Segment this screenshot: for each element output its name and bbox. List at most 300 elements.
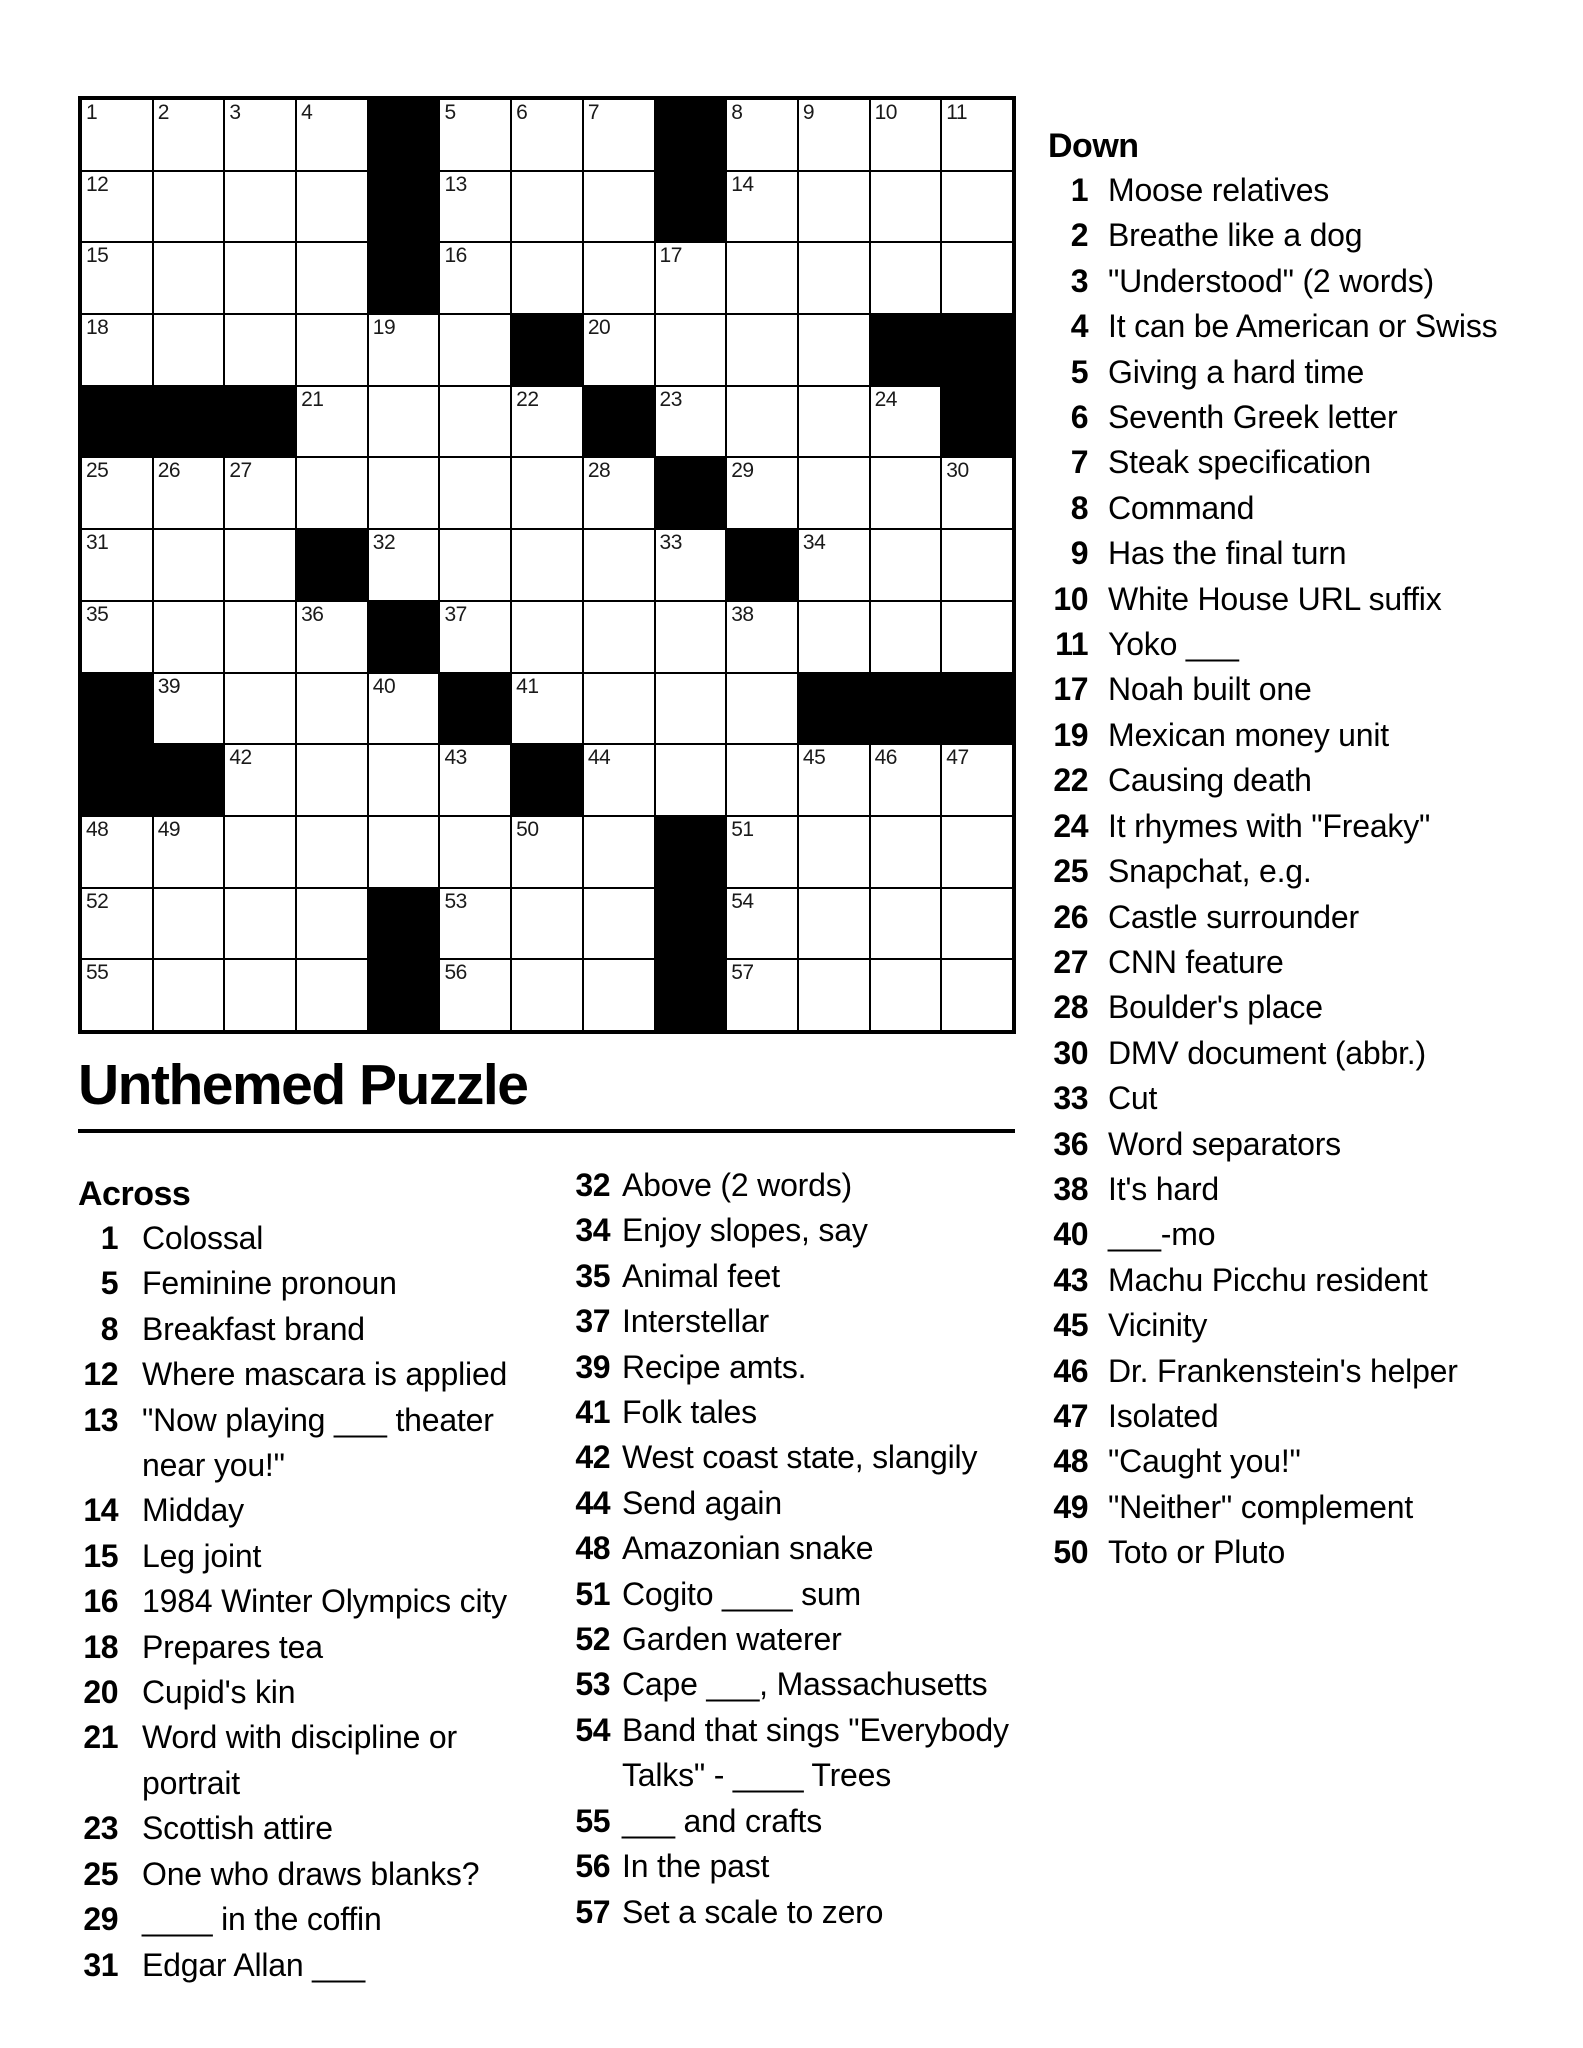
grid-cell[interactable] — [81, 601, 153, 673]
grid-cell[interactable] — [511, 386, 583, 458]
title-divider — [78, 1129, 1015, 1133]
grid-cell[interactable] — [296, 314, 368, 386]
grid-cell[interactable] — [941, 888, 1013, 960]
grid-cell[interactable] — [153, 171, 225, 243]
clue-number: 48 — [1053, 1443, 1088, 1480]
grid-cell[interactable] — [655, 314, 727, 386]
grid-cell[interactable] — [798, 386, 870, 458]
grid-cell[interactable] — [511, 529, 583, 601]
clue-text: ___-mo — [1108, 1216, 1216, 1253]
grid-cell[interactable] — [655, 242, 727, 314]
grid-cell[interactable] — [583, 744, 655, 816]
clue-text: DMV document (abbr.) — [1108, 1034, 1426, 1071]
clue-number: 28 — [1053, 989, 1088, 1026]
cell-number: 53 — [444, 889, 467, 913]
clue-number: 57 — [575, 1893, 610, 1930]
clue-text: Cut — [1108, 1080, 1158, 1117]
down-clues-column — [1048, 126, 1568, 1576]
cell-number: 31 — [86, 531, 109, 555]
clue-number: 49 — [1053, 1488, 1088, 1525]
across-clue-list-1 — [78, 1216, 548, 1988]
grid-cell[interactable] — [224, 457, 296, 529]
clue-text: Noah built one — [1108, 671, 1312, 708]
black-square — [368, 888, 440, 960]
grid-cell[interactable] — [153, 601, 225, 673]
black-square — [81, 673, 153, 745]
clue-text: Above (2 words) — [622, 1167, 852, 1203]
grid-cell[interactable] — [941, 601, 1013, 673]
cell-number: 40 — [372, 674, 396, 698]
grid-cell[interactable] — [870, 816, 942, 888]
clue-text: Snapchat, e.g. — [1108, 853, 1312, 890]
clue-number: 22 — [1053, 762, 1088, 799]
grid-cell[interactable] — [726, 314, 798, 386]
clue-text: Dr. Frankenstein's helper — [1108, 1352, 1458, 1389]
grid-cell[interactable] — [368, 816, 440, 888]
grid-cell[interactable] — [296, 242, 368, 314]
grid-cell[interactable] — [941, 816, 1013, 888]
grid-cell[interactable] — [655, 386, 727, 458]
grid-cell[interactable] — [153, 816, 225, 888]
clue-number: 48 — [575, 1530, 610, 1567]
down-clue — [1048, 1303, 1568, 1348]
cell-number: 44 — [587, 746, 611, 770]
grid-cell[interactable] — [583, 888, 655, 960]
grid-cell[interactable] — [583, 816, 655, 888]
black-square — [870, 673, 942, 745]
grid-cell[interactable] — [726, 171, 798, 243]
down-clue — [1048, 1258, 1568, 1303]
across-clue — [560, 1299, 1025, 1344]
grid-cell[interactable] — [439, 601, 511, 673]
across-clue — [560, 1481, 1025, 1526]
clue-number: 25 — [83, 1855, 118, 1892]
clue-text: Cupid's kin — [142, 1674, 296, 1711]
across-clue — [560, 1799, 1025, 1844]
down-clue — [1048, 895, 1568, 940]
cell-number: 52 — [86, 889, 109, 913]
clue-number: 47 — [1053, 1397, 1088, 1434]
grid-cell[interactable] — [439, 242, 511, 314]
grid-cell[interactable] — [511, 457, 583, 529]
grid-cell[interactable] — [941, 744, 1013, 816]
grid-cell[interactable] — [798, 99, 870, 171]
grid-cell[interactable] — [368, 314, 440, 386]
grid-cell[interactable] — [583, 171, 655, 243]
grid-cell[interactable] — [224, 99, 296, 171]
grid-cell[interactable] — [511, 171, 583, 243]
cell-number: 38 — [731, 602, 754, 626]
down-clue — [1048, 1212, 1568, 1257]
black-square — [511, 314, 583, 386]
cell-number: 29 — [731, 459, 754, 483]
grid-cell[interactable] — [439, 171, 511, 243]
grid-cell[interactable] — [655, 673, 727, 745]
across-clue — [560, 1435, 1025, 1480]
black-square — [439, 673, 511, 745]
grid-cell[interactable] — [655, 529, 727, 601]
cell-number: 16 — [444, 244, 467, 268]
clue-text: Moose relatives — [1108, 172, 1330, 208]
cell-number: 25 — [86, 459, 109, 483]
grid-cell[interactable] — [583, 601, 655, 673]
cell-number: 27 — [229, 459, 252, 483]
grid-cell[interactable] — [941, 99, 1013, 171]
cell-number: 24 — [874, 387, 897, 411]
across-clue — [78, 1625, 548, 1670]
down-clue-list — [1048, 168, 1568, 1576]
grid-cell[interactable] — [941, 529, 1013, 601]
grid-cell[interactable] — [870, 457, 942, 529]
grid-cell[interactable] — [296, 457, 368, 529]
down-clue — [1048, 849, 1568, 894]
cell-number: 51 — [731, 817, 754, 841]
across-clue — [560, 1345, 1025, 1390]
grid-cell[interactable] — [870, 529, 942, 601]
cell-number: 2 — [157, 101, 169, 124]
grid-cell[interactable] — [511, 242, 583, 314]
across-clue — [560, 1708, 1025, 1799]
grid-cell[interactable] — [296, 601, 368, 673]
cell-number: 7 — [587, 101, 600, 124]
grid-cell[interactable] — [439, 386, 511, 458]
black-square — [368, 99, 440, 171]
grid-cell[interactable] — [439, 314, 511, 386]
clue-text: Edgar Allan ___ — [142, 1946, 365, 1983]
clue-number: 54 — [575, 1711, 610, 1748]
cell-number: 8 — [731, 101, 743, 124]
across-clue-list-2 — [560, 1163, 1025, 1935]
grid-cell[interactable] — [798, 457, 870, 529]
grid-cell[interactable] — [726, 386, 798, 458]
grid-cell[interactable] — [798, 816, 870, 888]
clue-text: 1984 Winter Olympics city — [142, 1583, 507, 1620]
clue-number: 46 — [1053, 1352, 1088, 1389]
grid-cell[interactable] — [511, 601, 583, 673]
grid-cell[interactable] — [726, 242, 798, 314]
grid-cell[interactable] — [798, 959, 870, 1031]
grid-cell[interactable] — [511, 816, 583, 888]
grid-cell[interactable] — [655, 744, 727, 816]
clue-text: Steak specification — [1108, 444, 1372, 481]
grid-cell[interactable] — [296, 744, 368, 816]
clue-text: Prepares tea — [142, 1628, 323, 1665]
cell-number: 47 — [946, 746, 969, 770]
cell-number: 46 — [874, 746, 897, 770]
clue-text: Vicinity — [1108, 1307, 1208, 1344]
grid-cell[interactable] — [583, 242, 655, 314]
grid-cell[interactable] — [153, 457, 225, 529]
grid-cell[interactable] — [81, 959, 153, 1031]
grid-cell[interactable] — [81, 529, 153, 601]
clue-number: 16 — [83, 1583, 118, 1620]
clue-text: Seventh Greek letter — [1108, 399, 1398, 436]
black-square — [941, 386, 1013, 458]
clue-number: 52 — [575, 1621, 610, 1658]
clue-number: 56 — [575, 1848, 610, 1885]
grid-cell[interactable] — [153, 529, 225, 601]
grid-cell[interactable] — [726, 888, 798, 960]
grid-cell[interactable] — [439, 529, 511, 601]
grid-cell[interactable] — [798, 744, 870, 816]
cell-number: 21 — [301, 387, 324, 411]
clue-number: 24 — [1053, 807, 1088, 844]
cell-number: 41 — [516, 674, 539, 698]
grid-cell[interactable] — [726, 601, 798, 673]
cell-number: 22 — [516, 387, 539, 411]
clue-number: 51 — [575, 1575, 610, 1612]
down-clue — [1048, 985, 1568, 1030]
grid-cell[interactable] — [583, 314, 655, 386]
grid-cell[interactable] — [296, 673, 368, 745]
grid-cell[interactable] — [798, 314, 870, 386]
grid-cell[interactable] — [81, 816, 153, 888]
clue-number: 12 — [83, 1356, 118, 1393]
clue-text: Set a scale to zero — [622, 1893, 884, 1930]
grid-cell[interactable] — [870, 888, 942, 960]
grid-cell[interactable] — [583, 673, 655, 745]
black-square — [870, 314, 942, 386]
grid-cell[interactable] — [583, 529, 655, 601]
grid-cell[interactable] — [870, 171, 942, 243]
clue-text: West coast state, slangily — [622, 1439, 978, 1476]
grid-cell[interactable] — [655, 601, 727, 673]
grid-cell[interactable] — [224, 959, 296, 1031]
down-clue — [1048, 622, 1568, 667]
clue-number: 23 — [83, 1810, 118, 1847]
grid-cell[interactable] — [870, 601, 942, 673]
grid-cell[interactable] — [941, 457, 1013, 529]
across-clue — [78, 1398, 548, 1489]
clue-text: It rhymes with "Freaky" — [1108, 807, 1431, 844]
grid-cell[interactable] — [224, 888, 296, 960]
down-clue — [1048, 1439, 1568, 1484]
clue-number: 38 — [1053, 1170, 1088, 1207]
clue-text: "Understood" (2 words) — [1108, 262, 1435, 299]
grid-cell[interactable] — [81, 171, 153, 243]
down-clue — [1048, 304, 1568, 349]
grid-cell[interactable] — [870, 386, 942, 458]
grid-cell[interactable] — [153, 673, 225, 745]
across-clue — [560, 1844, 1025, 1889]
grid-cell[interactable] — [583, 99, 655, 171]
grid-cell[interactable] — [870, 99, 942, 171]
grid-cell[interactable] — [224, 171, 296, 243]
puzzle-title: Unthemed Puzzle — [78, 1053, 528, 1117]
across-clue — [78, 1488, 548, 1533]
grid-cell[interactable] — [511, 99, 583, 171]
grid-cell[interactable] — [798, 242, 870, 314]
grid-cell[interactable] — [798, 601, 870, 673]
grid-cell[interactable] — [439, 816, 511, 888]
cell-number: 10 — [874, 101, 897, 124]
grid-cell[interactable] — [224, 673, 296, 745]
grid-cell[interactable] — [153, 99, 225, 171]
clue-text: "Caught you!" — [1108, 1443, 1301, 1480]
grid-cell[interactable] — [726, 959, 798, 1031]
cell-number: 17 — [659, 244, 682, 268]
grid-cell[interactable] — [870, 744, 942, 816]
clue-text: Boulder's place — [1108, 989, 1323, 1026]
clue-number: 30 — [1053, 1034, 1088, 1071]
cell-number: 37 — [444, 602, 467, 626]
across-clue — [78, 1307, 548, 1352]
clue-text: Send again — [622, 1484, 782, 1521]
grid-cell[interactable] — [81, 888, 153, 960]
grid-cell[interactable] — [870, 242, 942, 314]
grid-cell[interactable] — [296, 816, 368, 888]
clue-text: Garden waterer — [622, 1621, 842, 1658]
across-clue — [560, 1572, 1025, 1617]
clue-number: 5 — [1070, 353, 1088, 390]
grid-cell[interactable] — [511, 673, 583, 745]
grid-cell[interactable] — [81, 99, 153, 171]
clue-number: 6 — [1070, 399, 1088, 436]
grid-cell[interactable] — [81, 314, 153, 386]
grid-cell[interactable] — [368, 673, 440, 745]
cell-number: 19 — [372, 316, 396, 340]
grid-cell[interactable] — [153, 314, 225, 386]
clue-number: 17 — [1053, 671, 1088, 708]
clue-text: Interstellar — [622, 1303, 769, 1340]
across-clue — [78, 1352, 548, 1397]
clue-number: 27 — [1053, 943, 1088, 980]
grid-cell[interactable] — [726, 99, 798, 171]
grid-cell[interactable] — [153, 959, 225, 1031]
clue-number: 13 — [83, 1401, 118, 1438]
grid-cell[interactable] — [439, 959, 511, 1031]
clue-text: "Now playing ___ theater near you!" — [142, 1401, 494, 1484]
cell-number: 55 — [86, 961, 109, 985]
grid-cell[interactable] — [296, 171, 368, 243]
clue-text: Word separators — [1108, 1125, 1341, 1162]
clue-text: Cogito ____ sum — [622, 1575, 861, 1612]
grid-cell[interactable] — [798, 529, 870, 601]
grid-cell[interactable] — [368, 386, 440, 458]
grid-cell[interactable] — [726, 744, 798, 816]
grid-cell[interactable] — [798, 888, 870, 960]
grid-cell[interactable] — [81, 457, 153, 529]
grid-cell[interactable] — [439, 99, 511, 171]
cell-number: 6 — [516, 101, 528, 124]
grid-cell[interactable] — [224, 314, 296, 386]
clue-text: Where mascara is applied — [142, 1356, 508, 1393]
cell-number: 30 — [946, 459, 969, 483]
clue-number: 42 — [575, 1439, 610, 1476]
grid-cell[interactable] — [368, 457, 440, 529]
grid-cell[interactable] — [511, 888, 583, 960]
clue-number: 36 — [1053, 1125, 1088, 1162]
grid-cell[interactable] — [81, 242, 153, 314]
black-square — [511, 744, 583, 816]
clue-number: 4 — [1070, 308, 1088, 345]
grid-cell[interactable] — [941, 242, 1013, 314]
grid-cell[interactable] — [726, 673, 798, 745]
cell-number: 4 — [301, 101, 313, 124]
clue-number: 11 — [1055, 626, 1088, 663]
clue-text: CNN feature — [1108, 943, 1284, 980]
grid-cell[interactable] — [296, 888, 368, 960]
down-clue — [1048, 486, 1568, 531]
grid-cell[interactable] — [941, 171, 1013, 243]
grid-cell[interactable] — [798, 171, 870, 243]
clue-number: 43 — [1053, 1261, 1088, 1298]
grid-cell[interactable] — [439, 888, 511, 960]
grid-cell[interactable] — [583, 959, 655, 1031]
clue-text: Midday — [142, 1492, 244, 1529]
cell-number: 20 — [587, 316, 611, 340]
clue-number: 40 — [1053, 1216, 1088, 1253]
clue-number: 50 — [1053, 1534, 1088, 1571]
cell-number: 34 — [802, 531, 826, 555]
cell-number: 42 — [229, 746, 252, 770]
down-clue — [1048, 713, 1568, 758]
grid-cell[interactable] — [368, 529, 440, 601]
black-square — [368, 242, 440, 314]
cell-number: 1 — [86, 101, 98, 124]
clue-text: Amazonian snake — [622, 1530, 874, 1567]
grid-cell[interactable] — [439, 457, 511, 529]
cell-number: 32 — [372, 531, 396, 555]
clue-text: One who draws blanks? — [142, 1855, 480, 1892]
across-clue — [560, 1662, 1025, 1707]
clue-text: Recipe amts. — [622, 1348, 807, 1385]
black-square — [655, 959, 727, 1031]
grid-cell[interactable] — [224, 601, 296, 673]
grid-cell[interactable] — [296, 99, 368, 171]
grid-cell[interactable] — [224, 816, 296, 888]
cell-number: 39 — [157, 674, 181, 698]
clue-text: Giving a hard time — [1108, 353, 1365, 390]
cell-number: 45 — [802, 746, 826, 770]
clue-text: Word with discipline or portrait — [142, 1719, 457, 1801]
down-clue — [1048, 577, 1568, 622]
clue-number: 19 — [1053, 716, 1088, 753]
grid-cell[interactable] — [368, 744, 440, 816]
crossword-grid[interactable] — [78, 96, 1016, 1034]
clue-number: 45 — [1053, 1307, 1088, 1344]
down-clue — [1048, 350, 1568, 395]
down-clue — [1048, 1167, 1568, 1212]
down-clue — [1048, 395, 1568, 440]
grid-cell[interactable] — [726, 457, 798, 529]
clue-number: 8 — [100, 1310, 118, 1347]
grid-cell[interactable] — [296, 959, 368, 1031]
grid-cell[interactable] — [296, 386, 368, 458]
grid-cell[interactable] — [726, 816, 798, 888]
grid-cell[interactable] — [941, 959, 1013, 1031]
black-square — [726, 529, 798, 601]
cell-number: 28 — [587, 459, 611, 483]
across-clue — [560, 1163, 1025, 1208]
grid-cell[interactable] — [224, 744, 296, 816]
clue-number: 34 — [575, 1212, 610, 1249]
grid-cell[interactable] — [583, 457, 655, 529]
grid-cell[interactable] — [224, 242, 296, 314]
across-clue — [78, 1670, 548, 1715]
black-square — [655, 171, 727, 243]
black-square — [153, 386, 225, 458]
grid-cell[interactable] — [439, 744, 511, 816]
grid-cell[interactable] — [153, 888, 225, 960]
black-square — [368, 959, 440, 1031]
cell-number: 23 — [659, 387, 682, 411]
grid-cell[interactable] — [870, 959, 942, 1031]
grid-cell[interactable] — [511, 959, 583, 1031]
grid-cell[interactable] — [224, 529, 296, 601]
grid-cell[interactable] — [153, 242, 225, 314]
clue-number: 41 — [575, 1394, 610, 1431]
